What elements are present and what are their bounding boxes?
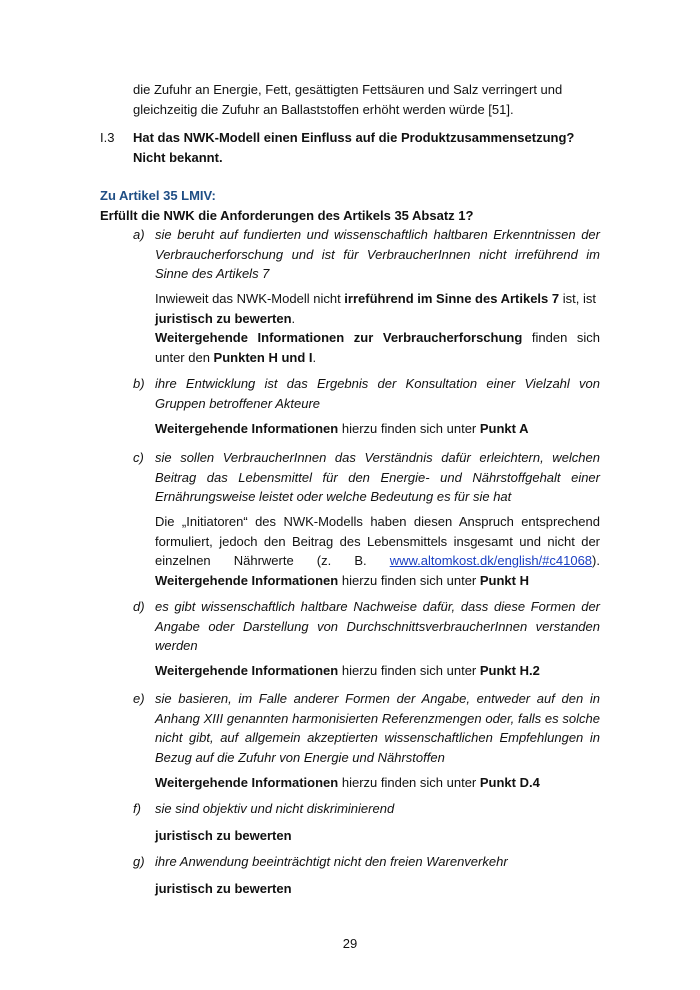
item-a-comment-text: Inwieweit das NWK-Modell nicht: [155, 291, 345, 306]
intro-line-1: die Zufuhr an Energie, Fett, gesättigten Fettsäuren und Salz verringert und: [133, 82, 563, 97]
item-f-text: sie sind objektiv und nicht diskriminierend: [155, 801, 395, 816]
item-c-info-bold: Weitergehende Informationen: [155, 572, 339, 588]
article-heading: Zu Artikel 35 LMIV:: [100, 188, 216, 203]
item-c-info-ref: Punkt H: [479, 572, 529, 588]
item-b-info-ref: Punkt A: [479, 421, 529, 436]
item-a-text: sie beruht auf fundierten und wissenschaftlich haltbaren Erkenntnissen der Verbraucherforschung und ist für VerbraucherInnen nicht irreführend im Sinne des Artikels 7: [155, 227, 600, 281]
item-d-info-bold: Weitergehende Informationen: [155, 663, 339, 678]
page-number: 29: [342, 936, 358, 951]
item-d-text: es gibt wissenschaftlich haltbare Nachweise dafür, dass diese Formen der Angabe oder Darstellung von DurchschnittsverbraucherInnen verstanden werden: [155, 599, 600, 653]
item-g-comment: juristisch zu bewerten: [155, 881, 292, 896]
section-i3-answer: Nicht bekannt.: [133, 149, 223, 165]
item-e-text: sie basieren, im Falle anderer Formen der Angabe, entweder auf den in Anhang XIII genannten harmonisierten Referenzmengen oder, falls es solche nicht gibt, auf allgemein akzeptierten wissenschaftlichen Empfehlungen in Bezug auf die Zufuhr von Energie und Nährstoffen: [155, 691, 600, 765]
intro-paragraph: [133, 80, 600, 119]
item-b-text: ihre Entwicklung ist das Ergebnis der Konsultation einer Vielzahl von Gruppen betroffener Akteure: [155, 376, 600, 411]
item-e-comment: [155, 773, 600, 793]
item-a-info-ref: Punkten H und I: [213, 349, 313, 365]
section-i3-question: Hat das NWK-Modell einen Einfluss auf die Produktzusammensetzung?: [133, 130, 575, 145]
section-i3-block: [133, 128, 600, 167]
item-c-marker: c): [133, 450, 144, 465]
intro-line-2: gleichzeitig die Zufuhr an Ballaststoffen erhöht werden würde [51].: [133, 101, 514, 117]
item-c-comment-text-2: ).: [592, 553, 600, 568]
item-b-comment: [155, 419, 600, 439]
item-a-comment: [155, 289, 600, 367]
item-a-legal-note: juristisch zu bewerten: [155, 310, 292, 326]
item-a-info-bold: Weitergehende Informationen zur Verbraucherforschung: [155, 330, 523, 345]
item-a-period: .: [291, 310, 296, 326]
item-c-comment-text: Die „Initiatoren“ des NWK-Modells haben diesen Anspruch entsprechend formuliert, jedoch den Beitrag des Lebensmittels insgesamt und nicht der einzelnen Nährwerte (z. B.: [155, 514, 600, 568]
item-g-text: ihre Anwendung beeinträchtigt nicht den freien Warenverkehr: [155, 854, 508, 869]
item-e-marker: e): [133, 691, 145, 706]
section-number: I.3: [100, 130, 115, 145]
item-c-text: sie sollen VerbraucherInnen das Verständnis dafür erleichtern, welchen Beitrag das Lebensmittel für den Energie- und Nährstoffgehalt einer Ernährungsweise leistet oder welche Bedeutung es für sie hat: [155, 450, 600, 504]
item-c-comment: [155, 512, 600, 590]
item-d-comment: [155, 661, 600, 681]
item-b-marker: b): [133, 376, 145, 391]
item-a-info-period: .: [312, 349, 317, 365]
item-b-info-bold: Weitergehende Informationen: [155, 421, 339, 436]
item-d-info-ref: Punkt H.2: [479, 663, 540, 678]
item-e-info-ref: Punkt D.4: [479, 775, 540, 790]
item-f-marker: f): [133, 801, 141, 816]
item-e-info-text: hierzu finden sich unter: [338, 775, 480, 790]
item-f-comment: juristisch zu bewerten: [155, 828, 292, 843]
item-g-marker: g): [133, 854, 145, 869]
item-a-comment-text-2: ist, ist: [559, 291, 596, 306]
item-a-comment-bold: irreführend im Sinne des Artikels 7: [344, 291, 560, 306]
item-a-marker: a): [133, 227, 145, 242]
item-d-marker: d): [133, 599, 145, 614]
item-c-info-text: hierzu finden sich unter: [338, 572, 480, 588]
altomkost-link[interactable]: www.altomkost.dk/english/#c41068: [389, 553, 593, 568]
item-e-info-bold: Weitergehende Informationen: [155, 775, 339, 790]
item-d-info-text: hierzu finden sich unter: [338, 663, 480, 678]
item-b-info-text: hierzu finden sich unter: [338, 421, 480, 436]
article-question: Erfüllt die NWK die Anforderungen des Artikels 35 Absatz 1?: [100, 208, 474, 223]
item-a-info-text: finden sich unter den: [155, 330, 601, 365]
